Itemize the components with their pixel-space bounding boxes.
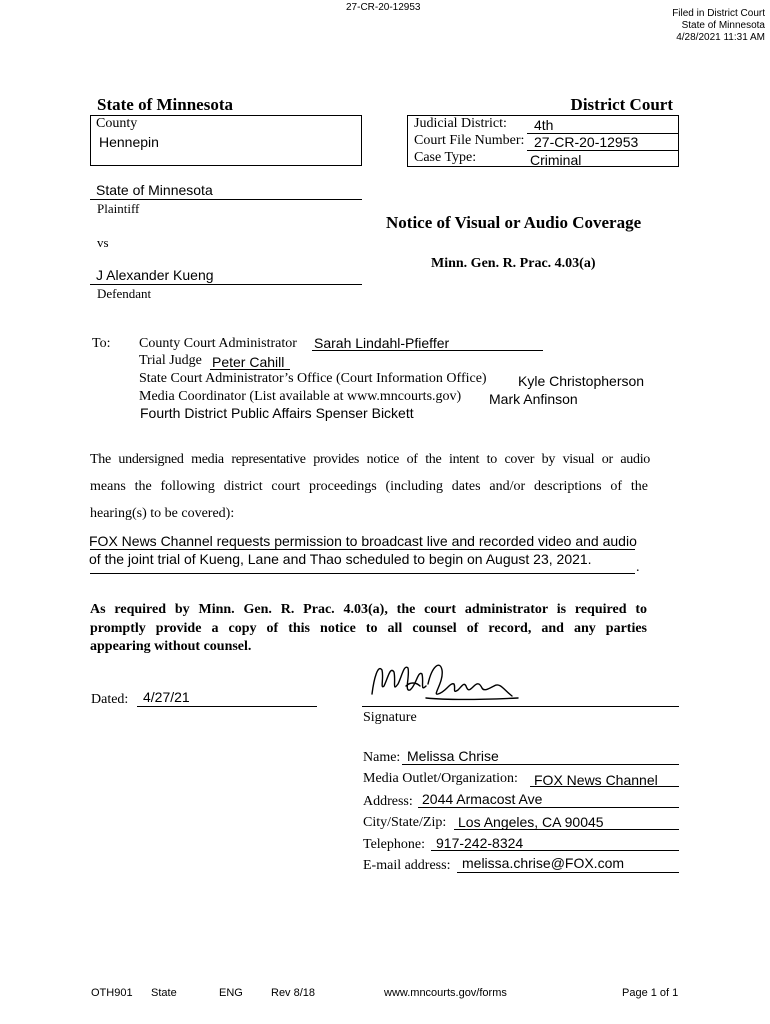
state-heading: State of Minnesota bbox=[97, 95, 233, 114]
form-rule-reference: Minn. Gen. R. Prac. 4.03(a) bbox=[431, 256, 596, 271]
defendant-label: Defendant bbox=[97, 286, 152, 301]
trial-judge-underline bbox=[210, 369, 290, 370]
signature-underline bbox=[362, 706, 679, 707]
outlet-value[interactable]: FOX News Channel bbox=[534, 772, 658, 788]
coverage-period: . bbox=[636, 560, 640, 575]
case-type-value[interactable]: Criminal bbox=[530, 152, 582, 168]
telephone-label: Telephone: bbox=[363, 837, 425, 852]
judicial-district-label: Judicial District: bbox=[414, 116, 507, 131]
requirement-line3: appearing without counsel. bbox=[90, 639, 252, 654]
footer-website[interactable]: www.mncourts.gov/forms bbox=[384, 987, 507, 999]
filed-stamp-line2: State of Minnesota bbox=[681, 20, 765, 31]
county-admin-underline bbox=[312, 350, 543, 351]
footer-language: ENG bbox=[219, 987, 243, 999]
trial-judge-label: Trial Judge bbox=[139, 353, 202, 368]
dated-underline bbox=[137, 706, 317, 707]
telephone-underline bbox=[431, 850, 679, 851]
notice-paragraph-line2: means the following district court proceedings (including dates and/or descriptions of the bbox=[90, 479, 648, 494]
coverage-description-line2[interactable]: of the joint trial of Kueng, Lane and Thao scheduled to begin on August 23, 2021. bbox=[89, 551, 592, 567]
address-value[interactable]: 2044 Armacost Ave bbox=[422, 791, 543, 807]
media-coordinator-label: Media Coordinator (List available at www.mncourts.gov) bbox=[139, 389, 462, 404]
notice-paragraph-line3: hearing(s) to be covered): bbox=[90, 506, 235, 521]
city-state-zip-value[interactable]: Los Angeles, CA 90045 bbox=[458, 814, 604, 830]
outlet-underline bbox=[530, 786, 679, 787]
plaintiff-underline bbox=[90, 199, 362, 200]
state-admin-label: State Court Administrator’s Office (Court Information Office) bbox=[139, 371, 487, 386]
requirement-line2: promptly provide a copy of this notice to all counsel of record, and any parties bbox=[90, 621, 647, 636]
media-coordinator-value[interactable]: Mark Anfinson bbox=[489, 391, 578, 407]
dated-value[interactable]: 4/27/21 bbox=[143, 689, 190, 705]
handwritten-signature bbox=[366, 656, 526, 708]
footer-form-id: OTH901 bbox=[91, 987, 133, 999]
notice-paragraph-line1: The undersigned media representative provides notice of the intent to cover by visual or audio bbox=[90, 452, 650, 467]
email-label: E-mail address: bbox=[363, 858, 451, 873]
city-state-zip-underline bbox=[454, 829, 679, 830]
vs-label: vs bbox=[97, 235, 109, 250]
email-underline bbox=[457, 872, 679, 873]
defendant-value[interactable]: J Alexander Kueng bbox=[96, 267, 214, 283]
footer-form-scope: State bbox=[151, 987, 177, 999]
court-file-number-rule bbox=[527, 150, 679, 151]
case-type-label: Case Type: bbox=[414, 150, 477, 165]
outlet-label: Media Outlet/Organization: bbox=[363, 771, 518, 786]
telephone-value[interactable]: 917-242-8324 bbox=[436, 835, 524, 851]
county-label: County bbox=[96, 116, 138, 131]
coverage-underline2 bbox=[90, 573, 635, 574]
name-underline bbox=[402, 764, 679, 765]
footer-revision: Rev 8/18 bbox=[271, 987, 316, 999]
city-state-zip-label: City/State/Zip: bbox=[363, 815, 447, 830]
requirement-line1: As required by Minn. Gen. R. Prac. 4.03(a), the court administrator is required to bbox=[90, 602, 647, 617]
form-title: Notice of Visual or Audio Coverage bbox=[386, 213, 642, 232]
case-number-top: 27-CR-20-12953 bbox=[346, 2, 421, 13]
to-label: To: bbox=[92, 336, 111, 351]
name-value[interactable]: Melissa Chrise bbox=[407, 748, 499, 764]
court-file-number-value[interactable]: 27-CR-20-12953 bbox=[534, 134, 639, 150]
plaintiff-value[interactable]: State of Minnesota bbox=[96, 182, 213, 198]
public-affairs-line[interactable]: Fourth District Public Affairs Spenser Bickett bbox=[140, 405, 414, 421]
footer-page-number: Page 1 of 1 bbox=[622, 987, 679, 999]
name-label: Name: bbox=[363, 750, 401, 765]
state-admin-value[interactable]: Kyle Christopherson bbox=[518, 373, 645, 389]
email-value[interactable]: melissa.chrise@FOX.com bbox=[462, 855, 625, 871]
coverage-underline1 bbox=[90, 549, 635, 550]
county-value[interactable]: Hennepin bbox=[99, 134, 159, 150]
county-admin-label: County Court Administrator bbox=[139, 336, 297, 351]
address-label: Address: bbox=[363, 794, 413, 809]
court-file-number-label: Court File Number: bbox=[414, 133, 525, 148]
plaintiff-label: Plaintiff bbox=[97, 201, 140, 216]
judicial-district-value[interactable]: 4th bbox=[534, 117, 554, 133]
dated-label: Dated: bbox=[91, 692, 129, 707]
trial-judge-value[interactable]: Peter Cahill bbox=[212, 354, 285, 370]
court-heading: District Court bbox=[570, 95, 673, 114]
filed-stamp-line3: 4/28/2021 11:31 AM bbox=[676, 32, 765, 43]
county-admin-value[interactable]: Sarah Lindahl-Pfieffer bbox=[314, 335, 450, 351]
filed-stamp-line1: Filed in District Court bbox=[672, 8, 765, 19]
address-underline bbox=[418, 807, 679, 808]
signature-label: Signature bbox=[363, 710, 417, 725]
coverage-description-line1[interactable]: FOX News Channel requests permission to broadcast live and recorded video and audio bbox=[89, 533, 637, 549]
defendant-underline bbox=[90, 284, 362, 285]
